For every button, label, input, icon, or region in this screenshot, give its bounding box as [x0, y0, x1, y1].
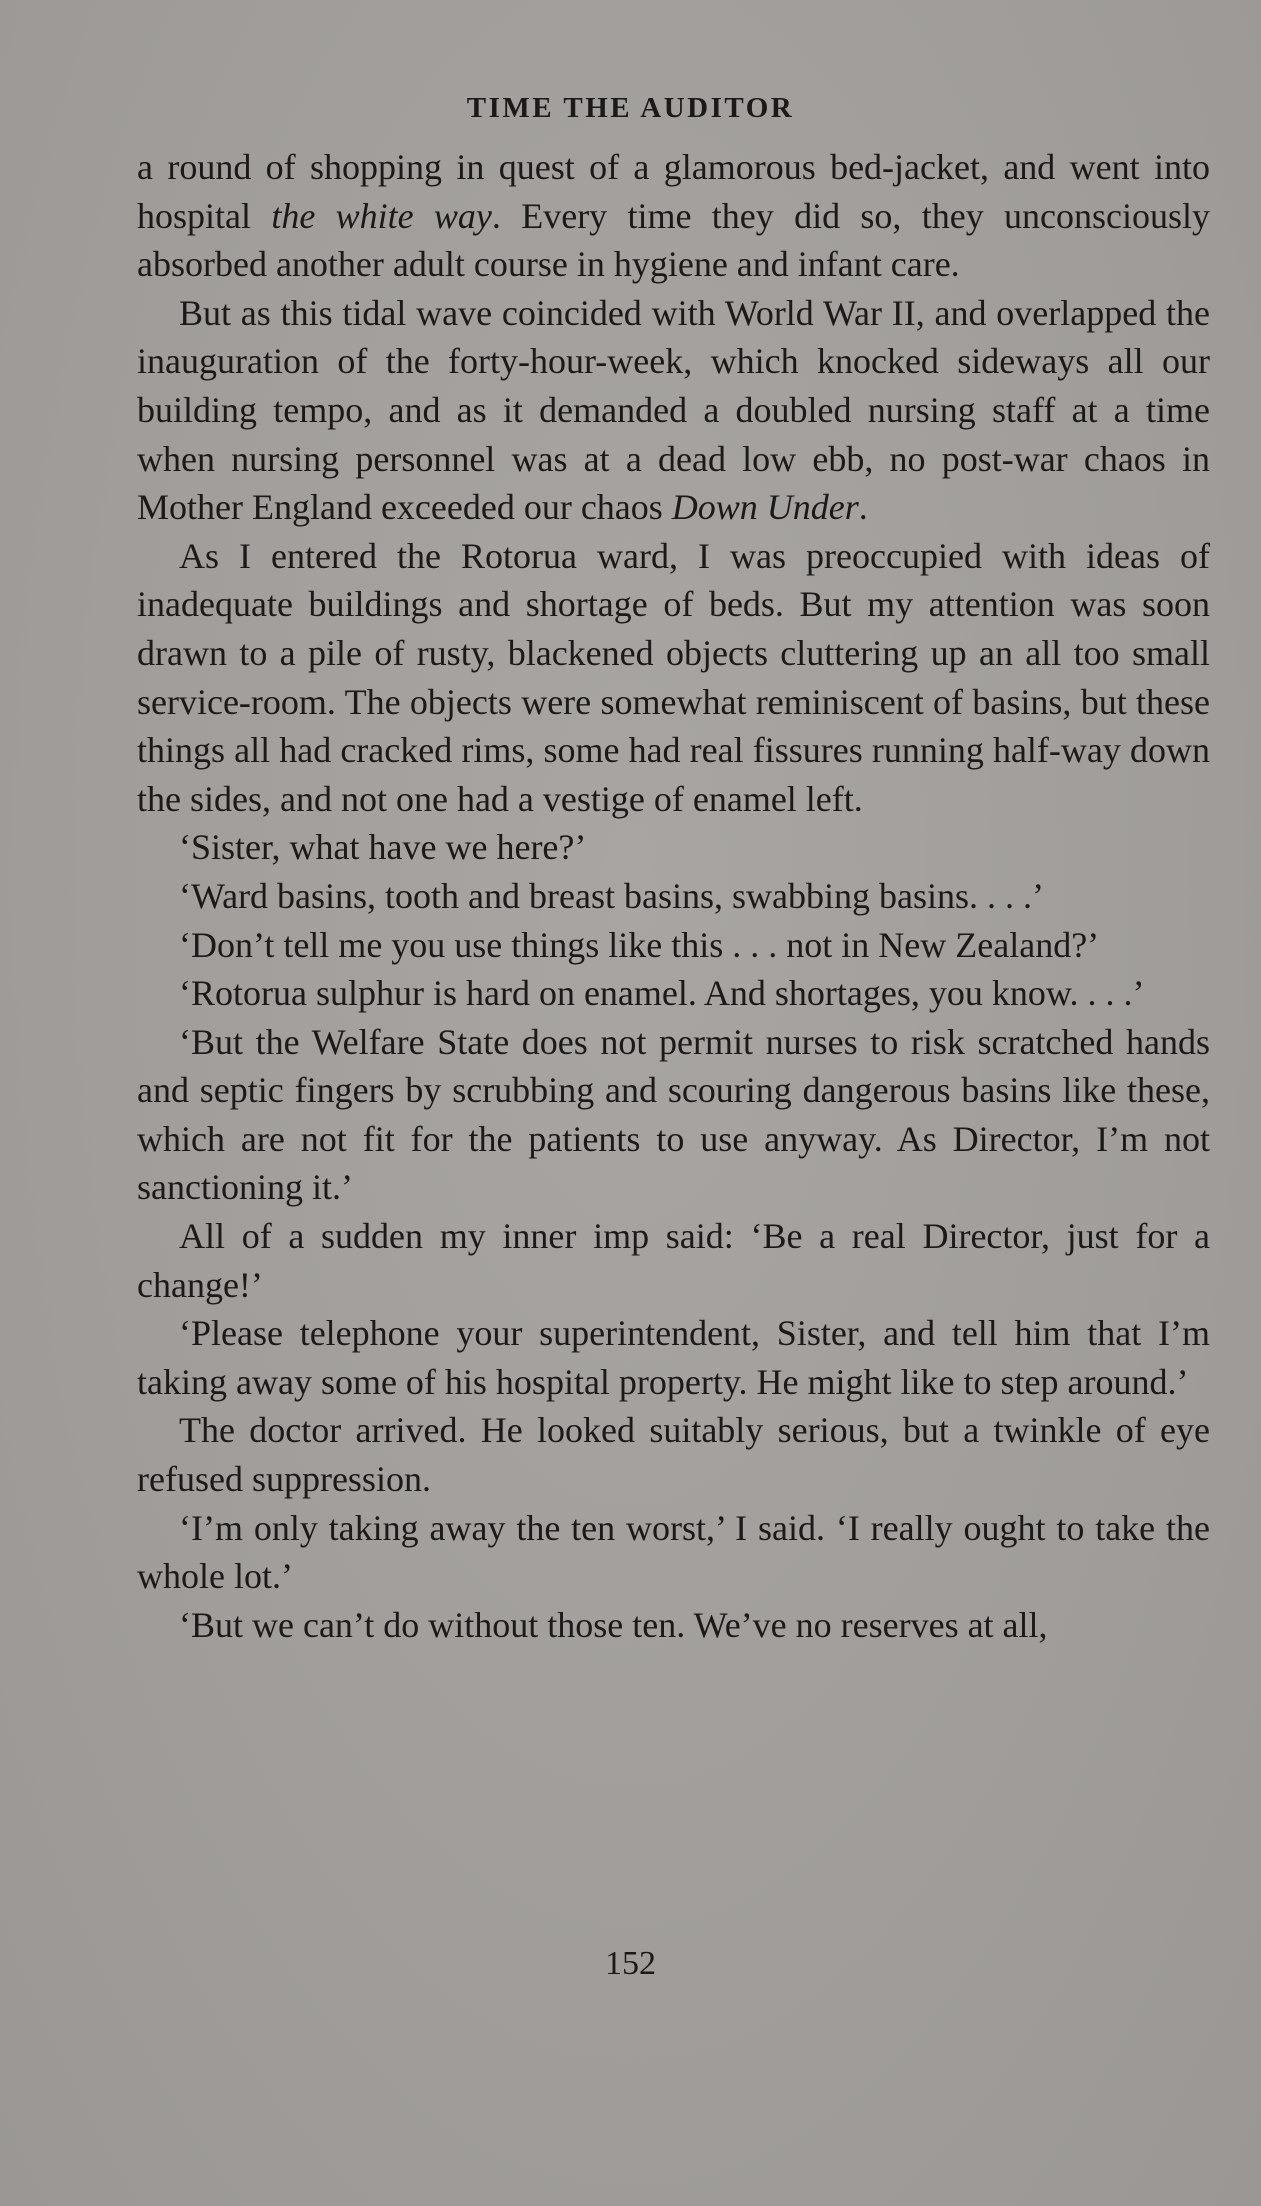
paragraph: ‘Ward basins, tooth and breast basins, swabbing basins. . . .’: [179, 875, 1044, 916]
paragraph: But as this tidal wave coincided with World War II, and overlapped the inauguration of the forty-hour-week, which knocked sideways all our building tempo, and as it demanded a doubled nursing staff at a time when nursing personnel was at a dead low ebb, no post-war chaos in Mother England exceeded our chaos Down Under.: [137, 292, 1210, 528]
paragraph: ‘Don’t tell me you use things like this . . . not in New Zealand?’: [179, 924, 1100, 965]
paragraph: ‘But the Welfare State does not permit nurses to risk scratched hands and septic fingers by scrubbing and scouring dangerous basins like these, which are not fit for the patients to use anyway. As Director, I’m not sanctioning it.’: [137, 1021, 1210, 1208]
paragraph: ‘Please telephone your superintendent, Sister, and tell him that I’m taking away some of his hospital property. He might like to step around.’: [137, 1313, 1210, 1402]
running-header: TIME THE AUDITOR: [466, 92, 795, 124]
paragraph: a round of shopping in quest of a glamorous bed-jacket, and went into hospital the white way. Every time they did so, they unconsciously absorbed another adult course in hygiene and infant care.: [137, 147, 1210, 285]
paragraph: ‘Sister, what have we here?’: [179, 827, 587, 868]
paragraph: As I entered the Rotorua ward, I was preoccupied with ideas of inadequate buildings and shortage of beds. But my attention was soon drawn to a pile of rusty, blackened objects cluttering up an all too small service-room. The objects were somewhat reminiscent of basins, but these things all had cracked rims, some had real fissures running half-way down the sides, and not one had a vestige of enamel left.: [137, 535, 1210, 819]
page-number: 152: [605, 1945, 656, 1982]
paragraph: All of a sudden my inner imp said: ‘Be a real Director, just for a change!’: [137, 1216, 1210, 1305]
body-text: [137, 143, 1210, 1649]
paragraph: ‘I’m only taking away the ten worst,’ I said. ‘I really ought to take the whole lot.’: [137, 1507, 1210, 1597]
paragraph: The doctor arrived. He looked suitably serious, but a twinkle of eye refused suppression.: [137, 1410, 1210, 1500]
paragraph: ‘Rotorua sulphur is hard on enamel. And shortages, you know. . . .’: [179, 973, 1145, 1014]
paragraph: ‘But we can’t do without those ten. We’ve no reserves at all,: [179, 1604, 1048, 1645]
